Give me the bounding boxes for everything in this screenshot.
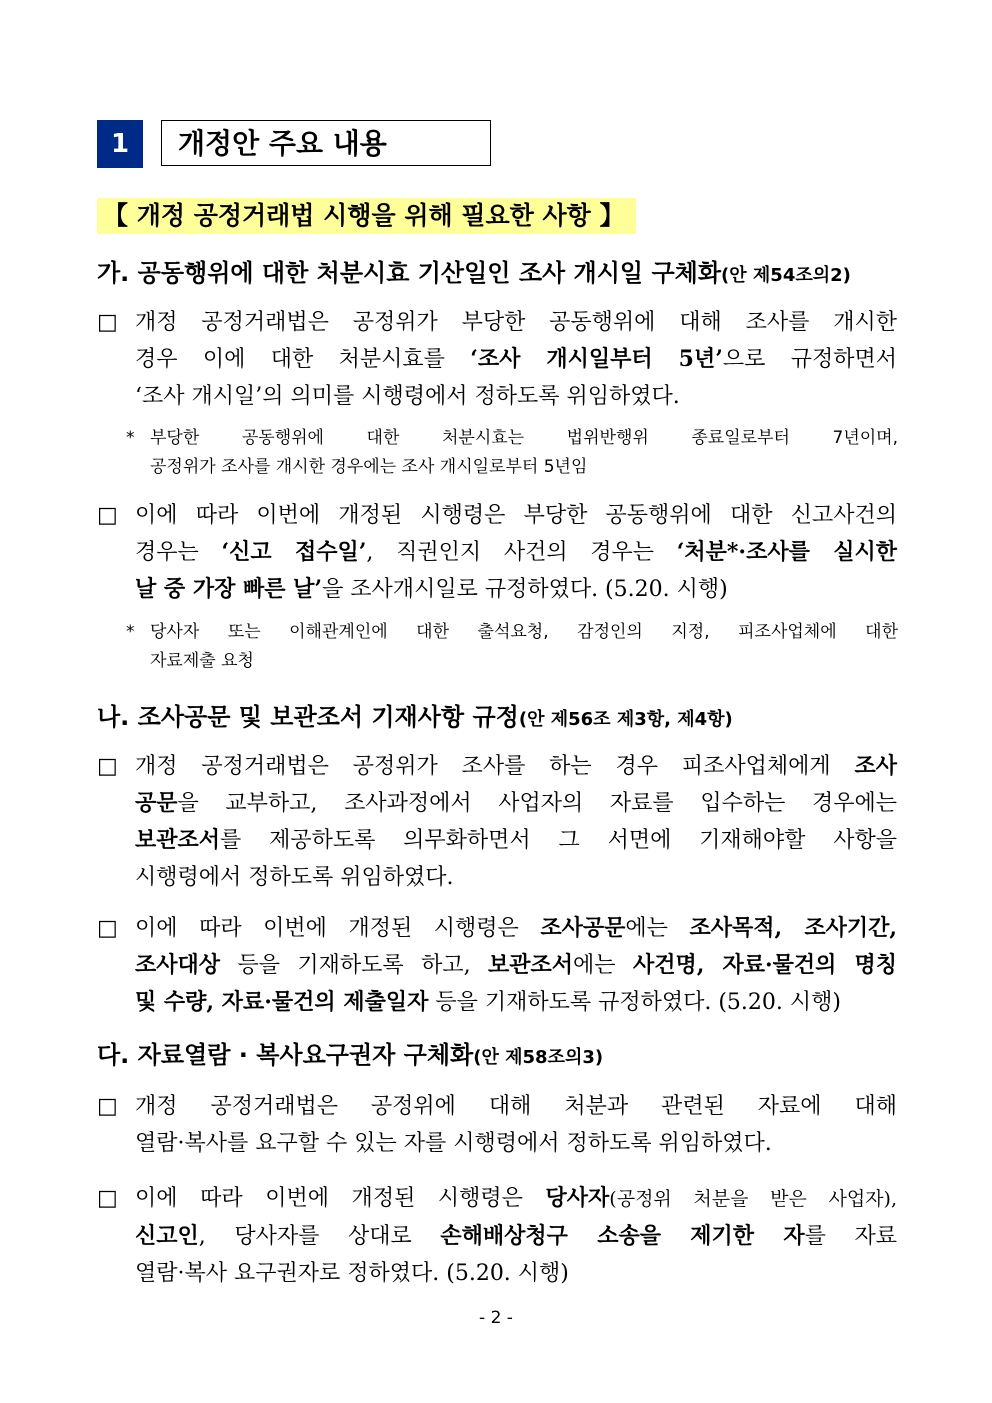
text-line: 날 중 가장 빠른 날’을 조사개시일로 규정하였다. (5.20. 시행): [135, 576, 728, 602]
text-line: 개정 공정거래법은 공정위에 대해 처분과 관련된 자료에 대해: [135, 1094, 897, 1119]
section-heading-da: [97, 1038, 603, 1075]
emphasis: 조사목적, 조사기간,: [689, 915, 898, 941]
text-line: 및 수량, 자료·물건의 제출일자 등을 기재하도록 규정하였다. (5.20. 시행): [135, 989, 841, 1015]
emphasis: 조사공문: [540, 915, 626, 941]
emphasis: 조사대상: [135, 952, 221, 978]
text-line: 열람·복사 요구권자로 정하였다. (5.20. 시행): [135, 1261, 569, 1286]
paragraph-6: [97, 1180, 897, 1292]
text-line: 이에 따라 이번에 개정된 시행령은 부당한 공동행위에 대한 신고사건의: [135, 503, 897, 528]
section-reference: (안 제56조 제3항, 제4항): [518, 709, 733, 730]
emphasis: 공문: [135, 790, 178, 816]
chapter-number: 1: [97, 120, 143, 168]
bullet-box: □: [97, 1094, 118, 1119]
note-line: 자료제출 요청: [150, 651, 254, 671]
note-mark: *: [126, 622, 135, 642]
emphasis: 보관조서: [488, 952, 574, 978]
emphasis: ‘처분*·조사를 실시한: [676, 539, 897, 565]
text-line: 시행령에서 정하도록 위임하였다.: [135, 865, 454, 890]
text-line: 조사대상 등을 기재하도록 하고, 보관조서에는 사건명, 자료·물건의 명칭: [135, 952, 897, 978]
bullet-box: □: [97, 754, 118, 779]
emphasis: 신고인: [135, 1223, 199, 1249]
bullet-box: □: [97, 503, 118, 528]
emphasis: ‘신고 접수일’: [221, 539, 367, 565]
emphasis: 및 수량, 자료·물건의 제출일자: [135, 989, 429, 1015]
note-line: 부당한 공동행위에 대한 처분시효는 법위반행위 종료일로부터 7년이며,: [150, 428, 898, 448]
emphasis: 당사자: [545, 1185, 610, 1211]
text-line: ‘조사 개시일’의 의미를 시행령에서 정하도록 위임하였다.: [135, 384, 680, 409]
paragraph-3: [97, 748, 897, 896]
text-line: 열람·복사를 요구할 수 있는 자를 시행령에서 정하도록 위임하였다.: [135, 1131, 772, 1156]
section-reference: (안 제54조의2): [721, 265, 851, 286]
section-heading-text: 가. 공동행위에 대한 처분시효 기산일인 조사 개시일 구체화: [97, 259, 722, 287]
paragraph-5: [97, 1088, 897, 1162]
text-line: 신고인, 당사자를 상대로 손해배상청구 소송을 제기한 자를 자료: [135, 1223, 897, 1249]
paragraph-1: [97, 304, 897, 415]
text-line: 이에 따라 이번에 개정된 시행령은 당사자(공정위 처분을 받은 사업자),: [135, 1185, 897, 1211]
note-line: 당사자 또는 이해관계인에 대한 출석요청, 감정인의 지정, 피조사업체에 대한: [150, 622, 898, 642]
emphasis: 조사: [854, 753, 897, 779]
page-number: - 2 -: [479, 1308, 513, 1328]
text-line: 개정 공정거래법은 공정위가 부당한 공동행위에 대해 조사를 개시한: [135, 310, 897, 335]
paragraph-2: [97, 497, 897, 608]
emphasis: 사건명, 자료·물건의 명칭: [632, 952, 897, 978]
text-line: 경우는 ‘신고 접수일’, 직권인지 사건의 경우는 ‘처분*·조사를 실시한: [135, 539, 897, 565]
footnote-2: [126, 618, 898, 676]
text-line: 보관조서를 제공하도록 의무화하면서 그 서면에 기재해야할 사항을: [135, 827, 897, 853]
bullet-box: □: [97, 916, 118, 941]
section-heading-na: [97, 700, 733, 737]
text-line: 공문을 교부하고, 조사과정에서 사업자의 자료를 입수하는 경우에는: [135, 790, 897, 816]
bullet-box: □: [97, 1186, 118, 1211]
note-mark: *: [126, 428, 135, 448]
emphasis: ‘조사 개시일부터 5년’: [470, 346, 723, 372]
emphasis: 손해배상청구 소송을 제기한 자: [440, 1223, 805, 1249]
text-line: 이에 따라 이번에 개정된 시행령은 조사공문에는 조사목적, 조사기간,: [135, 915, 898, 941]
section-heading-ga: [97, 256, 851, 293]
section-heading-text: 다. 자료열람 · 복사요구권자 구체화: [97, 1041, 474, 1069]
paragraph-4: [97, 910, 897, 1021]
footnote-1: [126, 424, 898, 482]
emphasis: 보관조서: [135, 827, 221, 853]
note-line: 공정위가 조사를 개시한 경우에는 조사 개시일로부터 5년임: [150, 457, 588, 477]
bullet-box: □: [97, 310, 118, 335]
chapter-title: 개정안 주요 내용: [161, 120, 491, 166]
section-heading-text: 나. 조사공문 및 보관조서 기재사항 규정: [97, 703, 519, 731]
emphasis: 날 중 가장 빠른 날’: [135, 576, 323, 602]
section-reference: (안 제58조의3): [473, 1047, 604, 1068]
text-line: 개정 공정거래법은 공정위가 조사를 하는 경우 피조사업체에게 조사: [135, 753, 897, 779]
text-line: 경우 이에 대한 처분시효를 ‘조사 개시일부터 5년’으로 규정하면서: [135, 346, 897, 372]
section-banner: 【 개정 공정거래법 시행을 위해 필요한 사항 】: [97, 198, 636, 234]
